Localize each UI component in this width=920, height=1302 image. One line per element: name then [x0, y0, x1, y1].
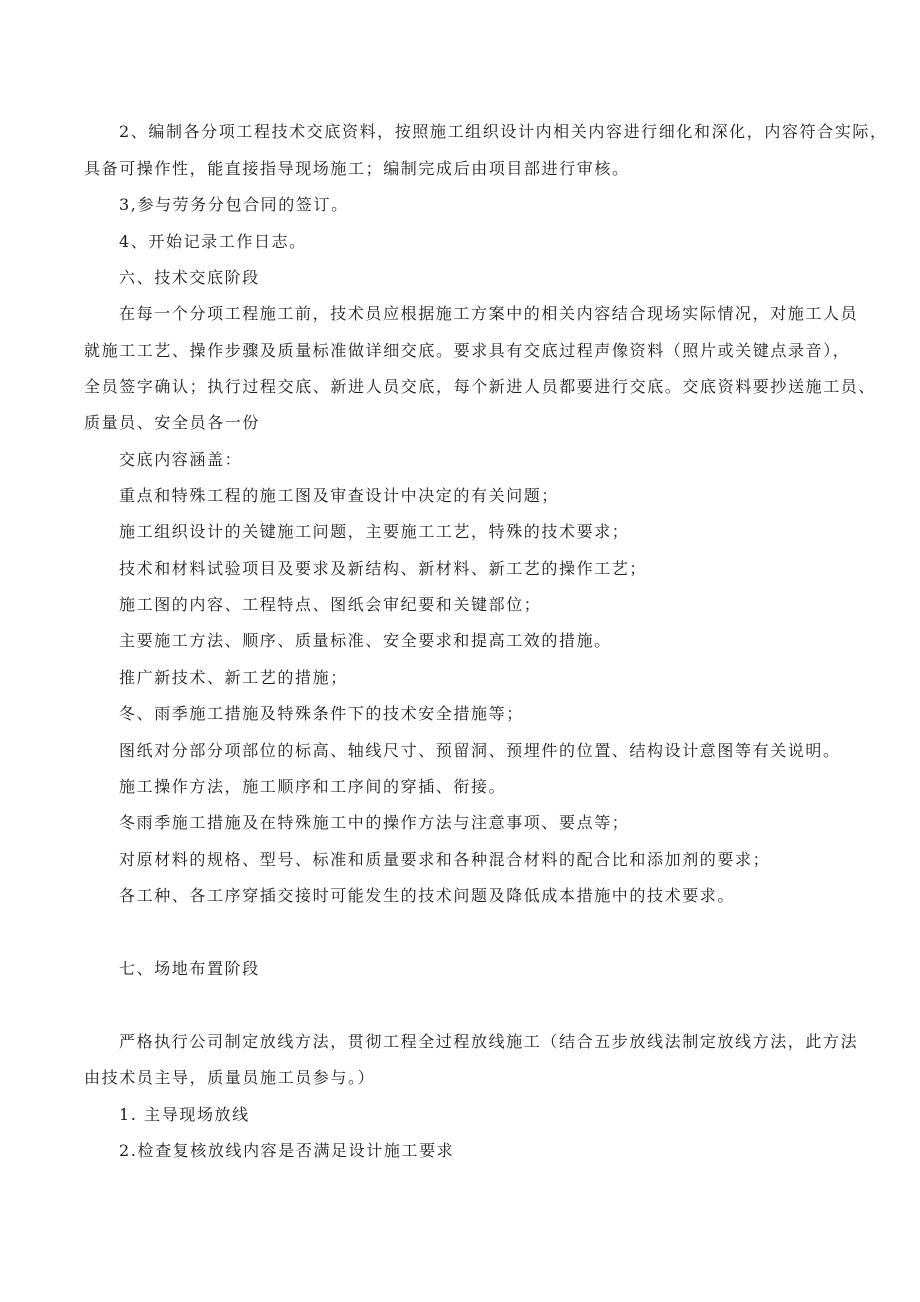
list-item: 重点和特殊工程的施工图及审查设计中决定的有关问题； — [119, 486, 560, 505]
list-item: 施工操作方法，施工顺序和工序间的穿插、衔接。 — [119, 777, 507, 796]
list-item: 施工组织设计的关键施工问题，主要施工工艺，特殊的技术要求； — [119, 522, 630, 541]
list-item: 2.检查复核放线内容是否满足设计施工要求 — [119, 1141, 455, 1160]
section-heading: 七、场地布置阶段 — [119, 959, 260, 978]
list-item: 主要施工方法、顺序、质量标准、安全要求和提高工效的措施。 — [119, 631, 612, 650]
text-line: 质量员、安全员各一份 — [84, 413, 261, 432]
list-item: 技术和材料试验项目及要求及新结构、新材料、新工艺的操作工艺； — [119, 559, 648, 578]
text-line: 4、开始记录工作日志。 — [119, 232, 307, 251]
list-item: 1. 主导现场放线 — [119, 1105, 250, 1124]
text-line: 具备可操作性，能直接指导现场施工；编制完成后由项目部进行审核。 — [84, 159, 630, 178]
text-line: 就施工工艺、操作步骤及质量标准做详细交底。要求具有交底过程声像资料（照片或关键点录音）， — [84, 341, 851, 360]
text-line: 2、编制各分项工程技术交底资料，按照施工组织设计内相关内容进行细化和深化，内容符合实际， — [119, 122, 888, 141]
text-line: 交底内容涵盖： — [119, 450, 243, 469]
list-item: 各工种、各工序穿插交接时可能发生的技术问题及降低成本措施中的技术要求。 — [119, 886, 736, 905]
text-line: 3,参与劳务分包合同的签订。 — [119, 195, 349, 214]
text-line: 在每一个分项工程施工前，技术员应根据施工方案中的相关内容结合现场实际情况，对施工人员 — [119, 304, 859, 323]
list-item: 冬、雨季施工措施及特殊条件下的技术安全措施等； — [119, 704, 524, 723]
section-heading: 六、技术交底阶段 — [119, 268, 260, 287]
text-line: 由技术员主导，质量员施工员参与。） — [84, 1068, 376, 1087]
text-line: 严格执行公司制定放线方法，贯彻工程全过程放线施工（结合五步放线法制定放线方法，此方法 — [119, 1032, 859, 1051]
list-item: 图纸对分部分项部位的标高、轴线尺寸、预留洞、预埋件的位置、结构设计意图等有关说明。 — [119, 741, 841, 760]
list-item: 对原材料的规格、型号、标准和质量要求和各种混合材料的配合比和添加剂的要求； — [119, 850, 771, 869]
list-item: 施工图的内容、工程特点、图纸会审纪要和关键部位； — [119, 595, 542, 614]
list-item: 冬雨季施工措施及在特殊施工中的操作方法与注意事项、要点等； — [119, 813, 630, 832]
list-item: 推广新技术、新工艺的措施； — [119, 668, 348, 687]
text-line: 全员签字确认；执行过程交底、新进人员交底，每个新进人员都要进行交底。交底资料要抄送施工员、 — [84, 377, 877, 396]
